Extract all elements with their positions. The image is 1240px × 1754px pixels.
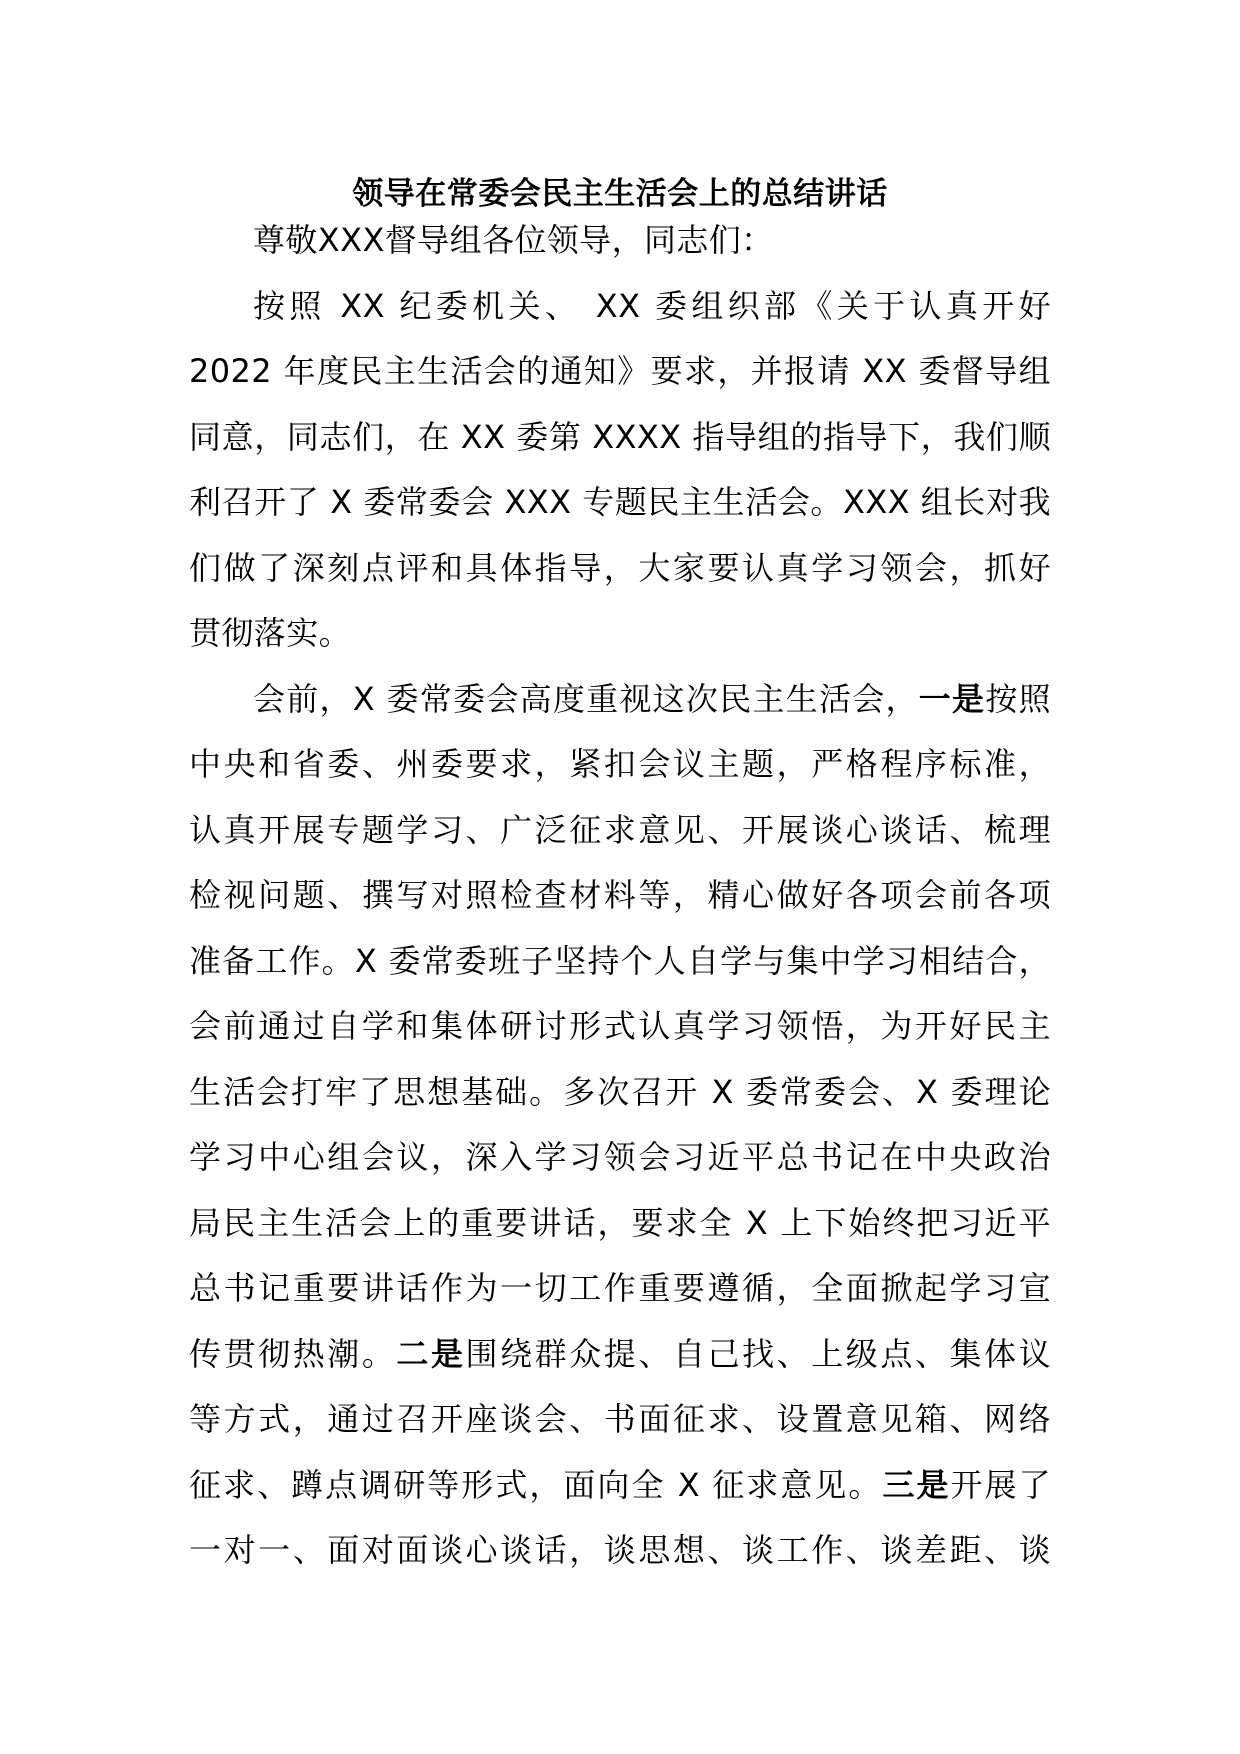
paragraph-2 (189, 667, 1051, 1584)
paragraph-2-line: 中央和省委、州委要求，紧扣会议主题，严格程序标准， (189, 745, 1051, 783)
paragraph-2-line: 一对一、面对面谈心谈话，谈思想、谈工作、谈差距、谈 (189, 1531, 1051, 1569)
paragraph-2-text: 征求、蹲点调研等形式，面向全 X 征求意见。 (189, 1465, 883, 1504)
paragraph-2-line: 总书记重要讲话作为一切工作重要遵循，全面掀起学习宣 (189, 1269, 1051, 1307)
paragraph-2-text: 会前，X 委常委会高度重视这次民主生活会， (253, 679, 919, 718)
paragraph-1-line: 按照 XX 纪委机关、 XX 委组织部《关于认真开好 (253, 286, 1051, 325)
paragraph-2-line (189, 1322, 1051, 1388)
paragraph-2-line: 准备工作。X 委常委班子坚持个人自学与集中学习相结合， (189, 941, 1051, 980)
salutation-paragraph (189, 208, 1051, 274)
emphasis-first: 一是 (918, 679, 986, 718)
paragraph-2-line: 学习中心组会议，深入学习领会习近平总书记在中央政治 (189, 1138, 1051, 1176)
paragraph-2-line: 检视问题、撰写对照检查材料等，精心做好各项会前各项 (189, 876, 1051, 914)
paragraph-2-text: 开展了 (950, 1465, 1051, 1504)
paragraph-2-text: 围绕群众提、自己找、上级点、集体议 (465, 1334, 1051, 1373)
emphasis-third: 三是 (882, 1465, 951, 1504)
paragraph-2-line: 生活会打牢了思想基础。多次召开 X 委常委会、X 委理论 (189, 1072, 1051, 1111)
paragraph-1-line: 贯彻落实。 (189, 614, 352, 652)
paragraph-2-line: 等方式，通过召开座谈会、书面征求、设置意见箱、网络 (189, 1400, 1051, 1438)
paragraph-1-line: 们做了深刻点评和具体指导，大家要认真学习领会，抓好 (189, 548, 1051, 587)
paragraph-2-text: 按照 (985, 679, 1051, 718)
paragraph-1-line: 2022 年度民主生活会的通知》要求，并报请 XX 委督导组 (189, 352, 1051, 390)
paragraph-2-line (189, 1453, 1051, 1519)
paragraph-2-line: 认真开展专题学习、广泛征求意见、开展谈心谈话、梳理 (189, 810, 1051, 849)
paragraph-2-line (189, 667, 1051, 733)
document-body (189, 208, 1051, 1584)
paragraph-2-line: 会前通过自学和集体研讨形式认真学习领悟，为开好民主 (189, 1007, 1051, 1045)
paragraph-1 (189, 274, 1051, 667)
document-title: 领导在常委会民主生活会上的总结讲话 (352, 176, 888, 212)
paragraph-1-line: 利召开了 X 委常委会 XXX 专题民主生活会。XXX 组长对我 (189, 483, 1051, 521)
paragraph-1-line: 同意，同志们，在 XX 委第 XXXX 指导组的指导下，我们顺 (189, 417, 1051, 456)
paragraph-2-line: 局民主生活会上的重要讲话，要求全 X 上下始终把习近平 (189, 1203, 1051, 1242)
emphasis-second: 二是 (396, 1334, 466, 1373)
paragraph-2-text: 传贯彻热潮。 (189, 1334, 397, 1373)
salutation-line: 尊敬XXX督导组各位领导，同志们： (253, 221, 774, 259)
